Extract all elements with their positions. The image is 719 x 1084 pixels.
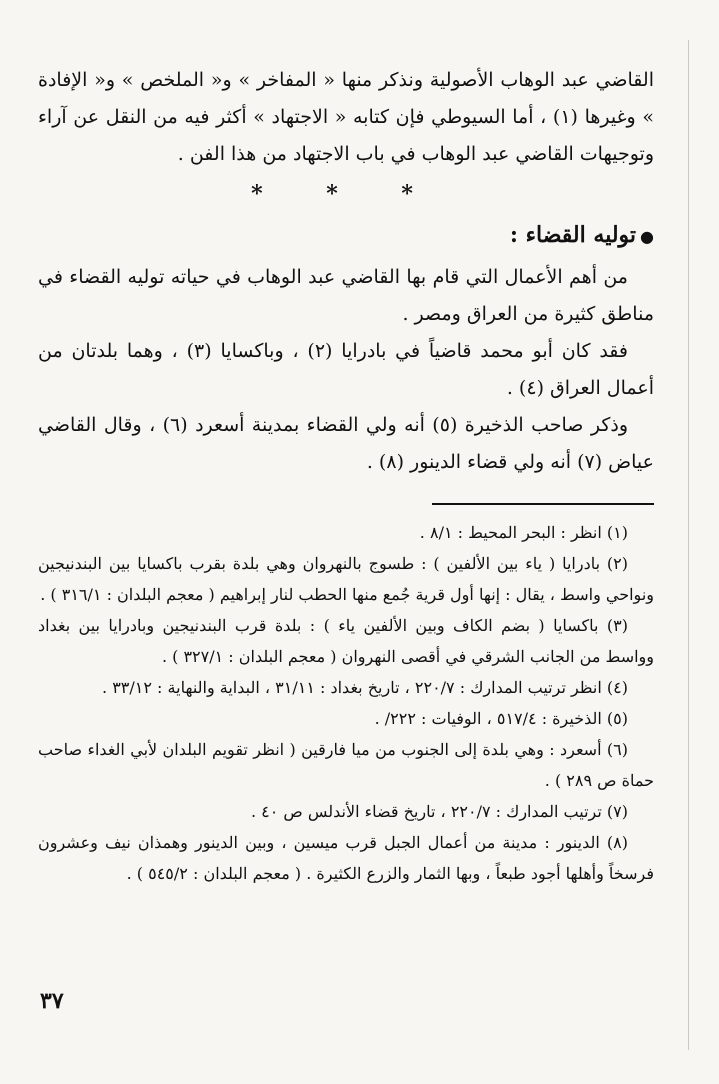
bullet-icon: ● [640,227,654,246]
footnote-separator [432,503,654,505]
section-divider-stars: * * * [251,181,441,207]
footnote-8: (٨) الدينور : مدينة من أعمال الجبل قرب ميسين ، وبين الدينور وهمذان نيف وعشرون فرسخاً وأهلها أجود طبعاً ، وبها الثمار والزرع الكثيرة . ( معجم البلدان : ٥٤٥/٢ ) . [38,833,654,883]
footnote-6: (٦) أسعرد : وهي بلدة إلى الجنوب من ميا فارقين ( انظر تقويم البلدان لأبي الغداء صاحب حماة ص ٢٨٩ ) . [38,740,654,790]
footnote-1: (١) انظر : البحر المحيط : ٨/١ . [419,523,628,542]
footnotes [38,517,654,889]
footnote-2: (٢) بادرايا ( ياء بين الألفين ) : طسوج بالنهروان وهي بلدة بقرب باكسايا بين البندنيجين ونواحي واسط ، يقال : إنها أول قرية جُمع منها الحطب لنار إبراهيم ( معجم البلدان : ٣١٦/١ ) . [38,554,654,604]
body-paragraph-1: القاضي عبد الوهاب الأصولية ونذكر منها « المفاخر » و« الملخص » و« الإفادة » وغيرها (١) ، أما السيوطي فإن كتابه « الاجتهاد » أكثر فيه من النقل عن آراء وتوجيهات القاضي عبد الوهاب في باب الاجتهاد من هذا الفن . [38,69,654,165]
body-paragraph-3: فقد كان أبو محمد قاضياً في بادرايا (٢) ، وباكسايا (٣) ، وهما بلدتان من أعمال العراق (٤) . [38,340,654,399]
page-edge-line [688,40,689,1050]
footnote-3: (٣) باكسايا ( بضم الكاف وبين الألفين ياء ) : بلدة قرب البندنيجين وبادرايا بين بغداد وواسط من الجانب الشرقي في أقصى النهروان ( معجم البلدان : ٣٢٧/١ ) . [38,616,654,666]
footnote-4: (٤) انظر ترتيب المدارك : ٢٢٠/٧ ، تاريخ بغداد : ٣١/١١ ، البداية والنهاية : ٣٣/١٢ . [102,678,628,697]
section-heading [38,217,654,255]
body-paragraph-4: وذكر صاحب الذخيرة (٥) أنه ولي القضاء بمدينة أسعرد (٦) ، وقال القاضي عياض (٧) أنه ولي قضاء الدينور (٨) . [38,414,654,473]
footnote-5: (٥) الذخيرة : ٥١٧/٤ ، الوفيات : ٢٢٢/ . [374,709,628,728]
section-heading-text: توليه القضاء : [509,222,637,248]
footnote-7: (٧) ترتيب المدارك : ٢٢٠/٧ ، تاريخ قضاء الأندلس ص ٤٠ . [250,802,628,821]
body-paragraph-2: من أهم الأعمال التي قام بها القاضي عبد الوهاب في حياته توليه القضاء في مناطق كثيرة من العراق ومصر . [38,266,654,325]
page-content [38,62,654,889]
page-number: ٣٧ [40,988,64,1014]
